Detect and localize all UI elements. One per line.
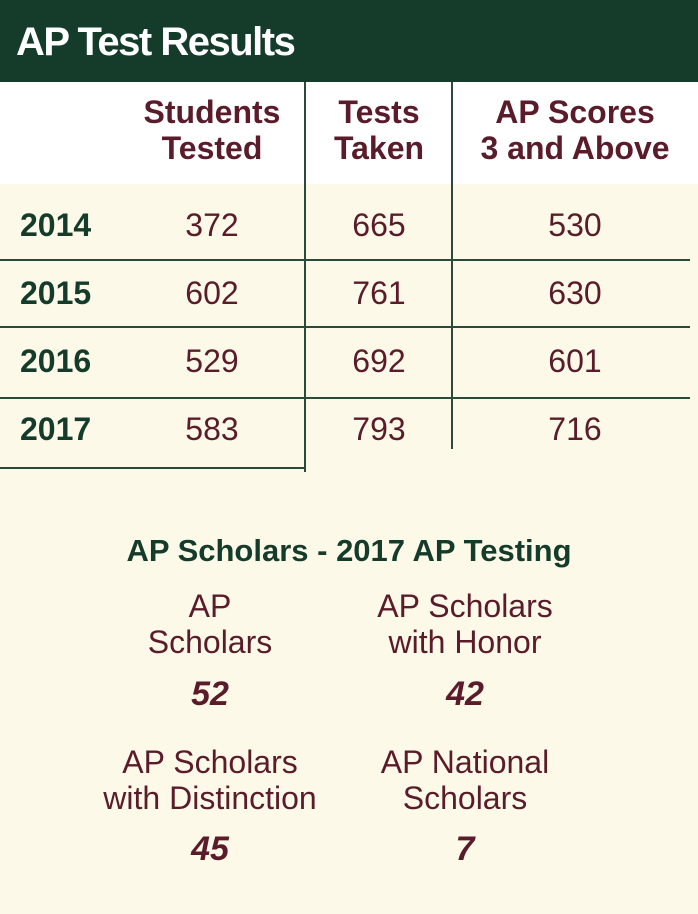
cell-tests-taken: 793 [352, 411, 406, 447]
cell-tests-taken: 665 [352, 207, 406, 243]
grid-line-vertical-2 [451, 82, 453, 449]
cell-ap-scores: 601 [548, 343, 602, 379]
cell-ap-scores: 530 [548, 207, 602, 243]
row-divider-3 [0, 397, 690, 399]
row-divider-2 [0, 326, 690, 328]
scholar-category-value: 42 [446, 675, 484, 713]
scholar-category-value: 45 [191, 830, 229, 868]
cell-students-tested: 602 [185, 275, 239, 311]
cell-students-tested: 372 [185, 207, 239, 243]
column-header-students-tested: Students Tested [143, 94, 281, 166]
scholar-category-label: AP Scholars [147, 588, 273, 660]
cell-ap-scores: 716 [548, 411, 602, 447]
cell-ap-scores: 630 [548, 275, 602, 311]
row-year: 2014 [20, 207, 92, 243]
page-title: AP Test Results [16, 20, 295, 64]
column-header-tests-taken: Tests Taken [333, 94, 425, 166]
row-year: 2015 [20, 275, 92, 311]
row-divider-1 [0, 259, 690, 261]
scholar-category-label: AP Scholars with Honor [377, 588, 553, 660]
cell-tests-taken: 692 [352, 343, 406, 379]
column-header-ap-scores: AP Scores 3 and Above [480, 94, 670, 166]
scholar-category-label: AP National Scholars [380, 744, 550, 816]
cell-tests-taken: 761 [352, 275, 406, 311]
scholar-category-value: 7 [455, 830, 475, 868]
row-year: 2016 [20, 343, 92, 379]
cell-students-tested: 583 [185, 411, 239, 447]
cell-students-tested: 529 [185, 343, 239, 379]
row-year: 2017 [20, 411, 92, 447]
scholar-category-label: AP Scholars with Distinction [103, 744, 317, 816]
scholar-category-value: 52 [191, 675, 229, 713]
row-divider-4 [0, 467, 304, 469]
scholars-section-title: AP Scholars - 2017 AP Testing [126, 533, 572, 568]
title-bar [0, 0, 698, 82]
